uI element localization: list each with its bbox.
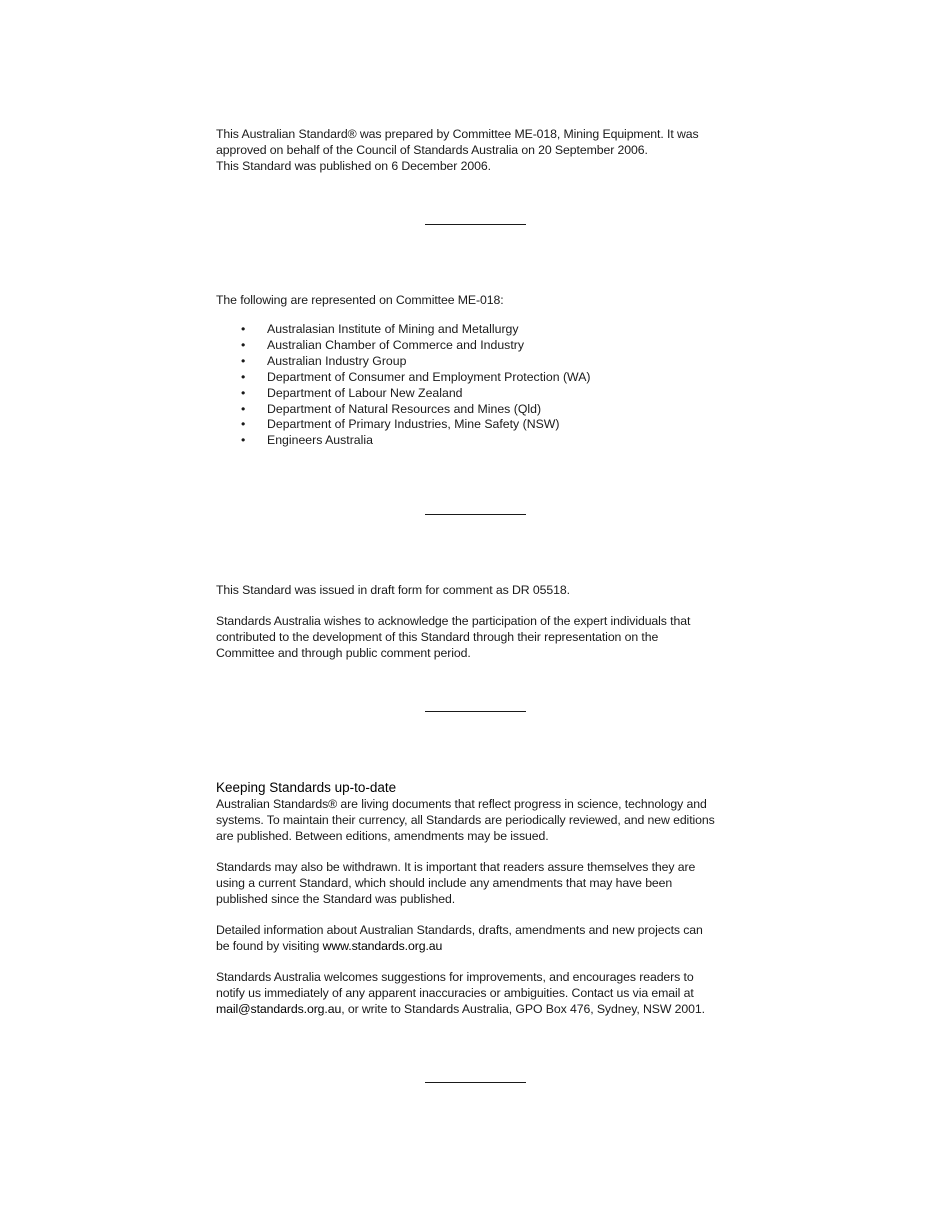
bullet-icon: • — [241, 337, 246, 352]
acknowledgement-line: Committee and through public comment period. — [216, 646, 471, 660]
list-item — [216, 354, 741, 370]
member-name: Australasian Institute of Mining and Metallurgy — [267, 322, 519, 336]
paragraph-line — [216, 1001, 741, 1017]
bullet-icon: • — [241, 322, 246, 336]
paragraph-line: systems. To maintain their currency, all Standards are periodically reviewed, and new editions — [216, 813, 715, 827]
acknowledgement-line: Standards Australia wishes to acknowledge the participation of the expert individuals that — [216, 614, 691, 628]
standards-website-link[interactable]: www.standards.org.au — [322, 939, 443, 953]
paragraph-line: Detailed information about Australian Standards, drafts, amendments and new projects can — [216, 923, 703, 937]
bullet-icon: • — [241, 417, 246, 432]
approval-notice — [216, 126, 741, 174]
member-name: Australian Industry Group — [267, 353, 407, 368]
draft-section — [216, 582, 741, 661]
section-heading: Keeping Standards up-to-date — [216, 780, 397, 795]
approval-line: This Australian Standard® was prepared by Committee ME-018, Mining Equipment. It was — [216, 127, 699, 141]
acknowledgement-line: contributed to the development of this Standard through their representation on the — [216, 630, 659, 644]
list-item — [216, 386, 741, 402]
paragraph-text: be found by visiting — [216, 939, 323, 953]
paragraph-line: Standards Australia welcomes suggestions for improvements, and encourages readers to — [216, 970, 694, 984]
paragraph-line — [216, 938, 741, 954]
member-name: Department of Natural Resources and Mines (Qld) — [267, 401, 542, 416]
paragraph-line: published since the Standard was published. — [216, 892, 456, 906]
bullet-icon: • — [241, 353, 246, 368]
list-item — [216, 338, 741, 354]
list-item — [216, 322, 741, 338]
publication-line: This Standard was published on 6 December 2006. — [216, 159, 491, 173]
approval-line: approved on behalf of the Council of Standards Australia on 20 September 2006. — [216, 143, 648, 157]
section-divider — [425, 1082, 526, 1083]
section-divider — [425, 711, 526, 712]
list-item — [216, 417, 741, 433]
paragraph-text: , or write to Standards Australia, GPO Box 476, Sydney, NSW 2001. — [341, 1002, 705, 1016]
member-name: Department of Primary Industries, Mine Safety (NSW) — [267, 417, 560, 432]
paragraph-line: notify us immediately of any apparent inaccuracies or ambiguities. Contact us via email at — [216, 986, 694, 1000]
draft-issue-note: This Standard was issued in draft form for comment as DR 05518. — [216, 583, 570, 597]
member-name: Department of Labour New Zealand — [267, 385, 463, 400]
paragraph-line: Standards may also be withdrawn. It is important that readers assure themselves they are — [216, 860, 696, 874]
paragraph-line: using a current Standard, which should include any amendments that may have been — [216, 876, 673, 890]
member-name: Department of Consumer and Employment Protection (WA) — [267, 369, 591, 384]
list-item — [216, 402, 741, 418]
contact-email-link[interactable]: mail@standards.org.au — [216, 1002, 342, 1016]
bullet-icon: • — [241, 385, 246, 400]
bullet-icon: • — [241, 369, 246, 384]
committee-member-list — [216, 322, 741, 449]
keeping-standards-section — [216, 780, 741, 1017]
section-divider — [425, 514, 526, 515]
committee-section — [216, 292, 741, 449]
bullet-icon: • — [241, 401, 246, 416]
list-item — [216, 433, 741, 449]
member-name: Australian Chamber of Commerce and Industry — [267, 337, 524, 352]
section-divider — [425, 224, 526, 225]
paragraph-line: are published. Between editions, amendments may be issued. — [216, 829, 549, 843]
bullet-icon: • — [241, 433, 246, 448]
committee-intro: The following are represented on Committee ME-018: — [216, 293, 504, 307]
list-item — [216, 370, 741, 386]
paragraph-line: Australian Standards® are living documents that reflect progress in science, technology and — [216, 797, 707, 811]
member-name: Engineers Australia — [267, 433, 373, 448]
